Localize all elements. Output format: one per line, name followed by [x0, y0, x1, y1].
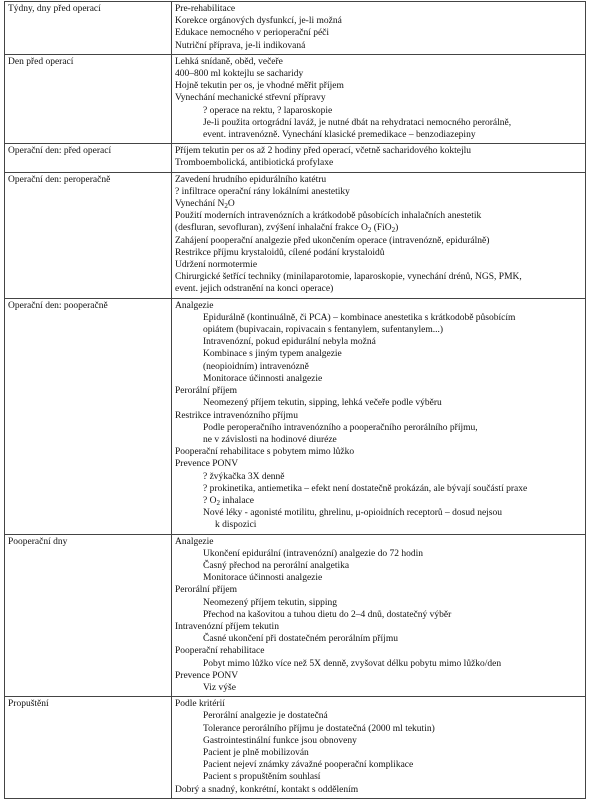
item-text: Pacient nejeví známky závažné pooperační komplikace	[203, 760, 414, 771]
list-item	[175, 300, 582, 312]
phase-label: Propuštění	[8, 699, 49, 710]
list-item	[175, 519, 582, 531]
list-item	[175, 222, 582, 234]
list-item	[175, 735, 582, 747]
list-item	[175, 259, 582, 271]
list-item	[175, 157, 582, 169]
list-item	[175, 92, 582, 104]
item-text: Tromboembolická, antibiotická profylaxe	[175, 158, 334, 169]
item-text: Prevence PONV	[175, 459, 239, 470]
list-item	[175, 385, 582, 397]
item-text: (desfluran, sevofluran), zvýšení inhalační frakce O	[175, 223, 368, 234]
phase-cell	[5, 172, 172, 298]
list-item	[175, 471, 582, 483]
list-item	[175, 670, 582, 682]
item-text: Udržení normotermie	[175, 260, 258, 271]
table-row	[5, 172, 586, 298]
table-row	[5, 54, 586, 143]
list-item	[175, 410, 582, 422]
measures-cell	[172, 697, 586, 799]
item-text: Ukončení epidurální (intravenózní) analgezie do 72 hodin	[203, 548, 424, 559]
item-text: Intravenózní příjem tekutin	[175, 621, 279, 632]
list-item	[175, 361, 582, 373]
list-item	[175, 495, 582, 507]
list-item	[175, 784, 582, 796]
subscript-text: 2	[216, 498, 220, 507]
item-text: Vynechání mechanické střevní přípravy	[175, 93, 326, 104]
item-text: Analgezie	[175, 536, 214, 547]
item-text: Zavedení hrudního epidurálního katétru	[175, 174, 327, 185]
list-item	[175, 609, 582, 621]
list-item	[175, 597, 582, 609]
item-text: Monitorace účinnosti analgezie	[203, 373, 323, 384]
item-text: inhalace	[219, 495, 254, 506]
item-text: k dispozici	[215, 520, 257, 531]
item-text: Monitorace účinnosti analgezie	[203, 573, 323, 584]
item-text: event. intravenózně. Vynechání klasické premedikace – benzodiazepiny	[203, 130, 476, 141]
list-item	[175, 271, 582, 283]
item-text: Časné ukončení při dostatečném perorálním příjmu	[203, 634, 398, 645]
list-item	[175, 560, 582, 572]
list-item	[175, 235, 582, 247]
item-text: Tolerance perorálního příjmu je dostatečná (2000 ml tekutin)	[203, 723, 435, 734]
item-text: Nové léky - agonisté motilitu, ghrelinu, μ-opioidních receptorů – dosud nejsou	[203, 508, 503, 519]
list-item	[175, 422, 582, 434]
list-item	[175, 397, 582, 409]
phase-cell	[5, 298, 172, 534]
phase-cell	[5, 54, 172, 143]
list-item	[175, 633, 582, 645]
list-item	[175, 446, 582, 458]
measures-cell	[172, 144, 586, 172]
list-item	[175, 710, 582, 722]
item-text: Perorální příjem	[175, 386, 237, 397]
item-text: (FiO	[371, 223, 392, 234]
item-text: Příjem tekutin per os až 2 hodiny před operací, včetně sacharidového koktejlu	[175, 146, 471, 157]
list-item	[175, 27, 582, 39]
list-item	[175, 771, 582, 783]
list-item	[175, 40, 582, 52]
list-item	[175, 723, 582, 735]
table-row	[5, 2, 586, 55]
list-item	[175, 483, 582, 495]
list-item	[175, 373, 582, 385]
protocol-table-body	[5, 2, 586, 799]
list-item	[175, 198, 582, 210]
list-item	[175, 145, 582, 157]
item-text: ne v závislosti na hodinové diuréze	[203, 434, 337, 445]
phase-cell	[5, 697, 172, 799]
item-text: Pooperační rehabilitace	[175, 646, 265, 657]
measures-cell	[172, 534, 586, 697]
list-item	[175, 747, 582, 759]
phase-label: Operační den: před operací	[8, 146, 112, 157]
item-text: Zahájení pooperační analgezie před ukončením operace (intravenózně, epidurálně)	[175, 235, 490, 246]
list-item	[175, 247, 582, 259]
list-item	[175, 572, 582, 584]
item-text: Hojně tekutin per os, je vhodné měřit příjem	[175, 81, 344, 92]
item-text: Intravenózní, pokud epidurální nebyla možná	[203, 337, 376, 348]
list-item	[175, 658, 582, 670]
list-item	[175, 3, 582, 15]
phase-cell	[5, 534, 172, 697]
list-item	[175, 698, 582, 710]
subscript-text: 2	[367, 226, 372, 235]
subscript-text: 2	[224, 202, 228, 211]
item-text: )	[395, 223, 399, 234]
list-item	[175, 210, 582, 222]
item-text: Pre-rehabilitace	[175, 4, 236, 14]
item-text: opiátem (bupivacain, ropivacain s fentanylem, sufentanylem...)	[203, 325, 444, 336]
phase-label: Operační den: peroperačně	[8, 174, 111, 185]
list-item	[175, 117, 582, 129]
item-text: Prevence PONV	[175, 670, 239, 681]
list-item	[175, 105, 582, 117]
list-item	[175, 129, 582, 141]
list-item	[175, 458, 582, 470]
list-item	[175, 283, 582, 295]
item-text: Přechod na kašovitou a tuhou dietu do 2–4 dnů, dostatečný výběr	[203, 609, 452, 620]
list-item	[175, 336, 582, 348]
item-text: Pacient je plně mobilizován	[203, 747, 309, 758]
item-text: Perorální analgezie je dostatečná	[203, 711, 328, 722]
list-item	[175, 536, 582, 548]
measures-cell	[172, 54, 586, 143]
list-item	[175, 324, 582, 336]
item-text: Korekce orgánových dysfunkcí, je-li možná	[175, 16, 342, 27]
item-text: Viz výše	[203, 682, 236, 693]
item-text: Edukace nemocného v perioperační péči	[175, 28, 330, 39]
item-text: ? infiltrace operační rány lokálními anestetiky	[175, 186, 350, 197]
item-text: Perorální příjem	[175, 585, 237, 596]
list-item	[175, 507, 582, 519]
item-text: Nutriční příprava, je-li indikovaná	[175, 40, 306, 51]
phase-label: Týdny, dny před operací	[8, 4, 101, 14]
table-row	[5, 534, 586, 697]
item-text: Pobyt mimo lůžko více než 5X denně, zvyšovat délku pobytu mimo lůžko/den	[203, 658, 502, 669]
item-text: 400–800 ml koktejlu se sacharidy	[175, 69, 304, 80]
item-text: ? prokinetika, antiemetika – efekt není dostatečně prokázán, ale bývají součástí praxe	[203, 483, 528, 494]
measures-cell	[172, 172, 586, 298]
list-item	[175, 56, 582, 68]
item-text: Časný přechod na perorální analgetika	[203, 560, 350, 571]
list-item	[175, 548, 582, 560]
item-text: Analgezie	[175, 300, 214, 311]
item-text: (neopioidním) intravenózně	[203, 361, 309, 372]
list-item	[175, 68, 582, 80]
list-item	[175, 15, 582, 27]
item-text: Vynechání N	[175, 199, 225, 210]
item-text: Restrikce příjmu krystaloidů, cílené podání krystaloidů	[175, 247, 385, 258]
list-item	[175, 645, 582, 657]
list-item	[175, 621, 582, 633]
item-text: Neomezený příjem tekutin, sipping	[203, 597, 338, 608]
eras-protocol-table	[4, 1, 586, 799]
item-text: ? O	[203, 495, 217, 506]
measures-cell	[172, 2, 586, 55]
item-text: Pacient s propuštěním souhlasí	[203, 772, 321, 783]
phase-cell	[5, 144, 172, 172]
table-row	[5, 298, 586, 534]
list-item	[175, 682, 582, 694]
phase-label: Pooperační dny	[8, 536, 68, 547]
list-item	[175, 584, 582, 596]
list-item	[175, 759, 582, 771]
subscript-text: 2	[391, 226, 396, 235]
item-text: Podle peroperačního intravenózního a pooperačního perorálního příjmu,	[203, 422, 478, 433]
item-text: Gastrointestinální funkce jsou obnoveny	[203, 735, 357, 746]
table-row	[5, 144, 586, 172]
item-text: ? operace na rektu, ? laparoskopie	[203, 105, 333, 116]
phase-label: Operační den: pooperačně	[8, 300, 108, 311]
measures-cell	[172, 298, 586, 534]
item-text: O	[227, 199, 235, 210]
item-text: Chirurgické šetřící techniky (minilaparotomie, laparoskopie, vynechání drénů, NGS, PMK,	[175, 272, 522, 283]
item-text: Restrikce intravenózního příjmu	[175, 410, 298, 421]
item-text: Kombinace s jiným typem analgezie	[203, 349, 342, 360]
item-text: Epidurálně (kontinuálně, či PCA) – kombinace anestetika s krátkodobě působícím	[203, 312, 516, 323]
list-item	[175, 348, 582, 360]
item-text: Dobrý a snadný, konkrétní, kontakt s oddělením	[175, 784, 359, 795]
list-item	[175, 312, 582, 324]
list-item	[175, 434, 582, 446]
phase-cell	[5, 2, 172, 55]
item-text: Použití moderních intravenózních a krátkodobě působících inhalačních anestetik	[175, 211, 482, 222]
list-item	[175, 80, 582, 92]
table-row	[5, 697, 586, 799]
item-text: Pooperační rehabilitace s pobytem mimo lůžko	[175, 447, 355, 458]
list-item	[175, 174, 582, 186]
item-text: Neomezený příjem tekutin, sipping, lehká večeře podle výběru	[203, 398, 442, 409]
phase-label: Den před operací	[8, 56, 74, 67]
list-item	[175, 186, 582, 198]
item-text: event. jejich odstranění na konci operace)	[175, 284, 334, 295]
item-text: ? žvýkačka 3X denně	[203, 471, 285, 482]
item-text: Lehká snídaně, oběd, večeře	[175, 56, 283, 67]
item-text: Podle kritérií	[175, 699, 225, 710]
item-text: Je-li použita ortográdní laváž, je nutné dbát na rehydrataci nemocného perorálně,	[203, 117, 512, 128]
